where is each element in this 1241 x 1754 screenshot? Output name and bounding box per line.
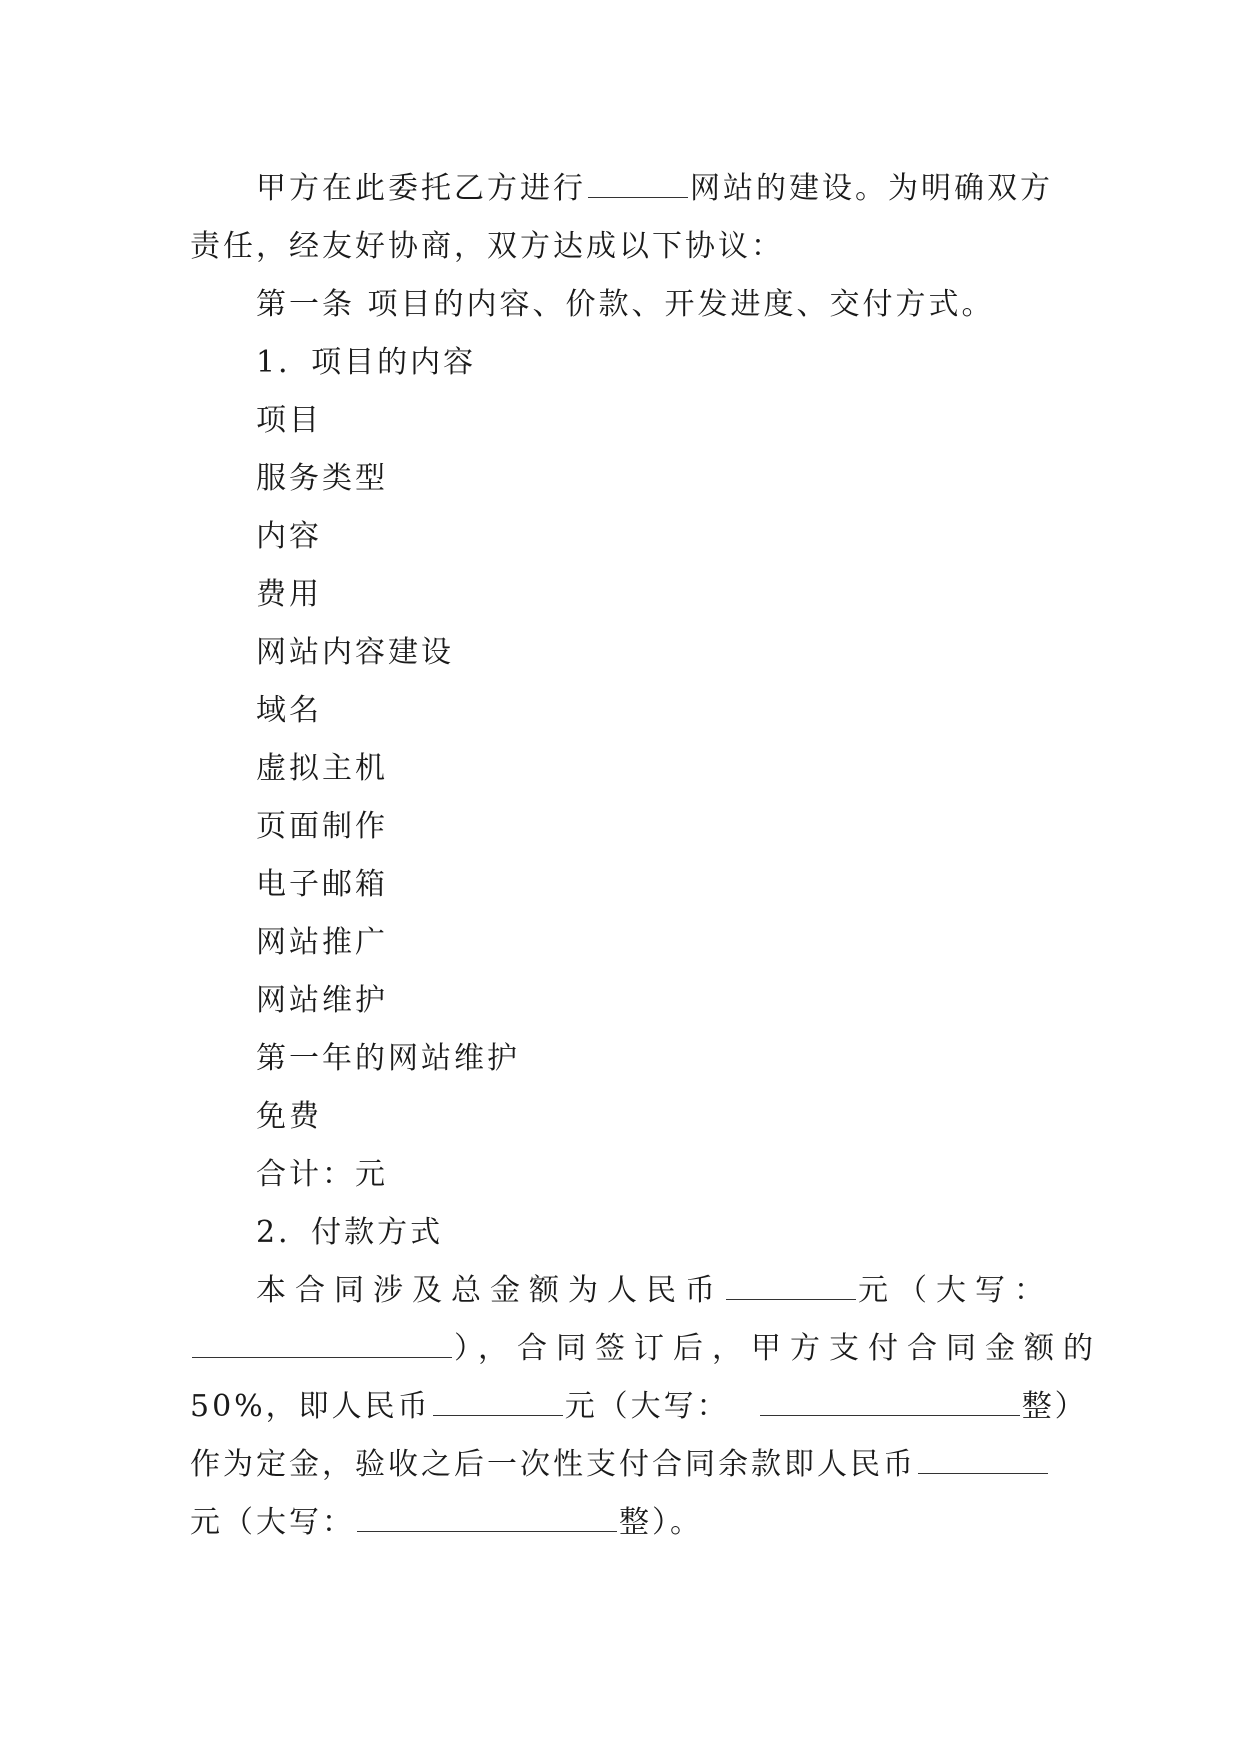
payment-line-1: [190, 1262, 1053, 1320]
deposit-amount-blank: [433, 1393, 563, 1416]
total-amount-words-blank: [192, 1335, 452, 1358]
article-1-title: 第一条 项目的内容、价款、开发进度、交付方式。: [256, 287, 995, 322]
payment-line-3: [190, 1378, 1088, 1436]
payment-text-3b: 元（大写：: [564, 1389, 730, 1424]
total-amount-blank: [726, 1277, 856, 1300]
balance-amount-blank: [918, 1451, 1048, 1474]
table-item-promotion: 网站推广: [256, 925, 388, 960]
table-item-site-content: 网站内容建设: [256, 635, 454, 670]
project-name-blank: [588, 175, 688, 198]
payment-text-1b: 元（大写：: [858, 1273, 1053, 1308]
payment-text-3a: 50%，即人民币: [190, 1389, 431, 1424]
table-item-content: 内容: [256, 519, 322, 554]
payment-line-4: [190, 1436, 1050, 1494]
table-item-domain: 域名: [256, 693, 322, 728]
payment-line-5: [190, 1494, 1050, 1552]
payment-text-5b: 整）。: [619, 1505, 703, 1540]
balance-words-blank: [357, 1509, 617, 1532]
payment-text-2: ），合同签订后，甲方支付合同金额的: [454, 1331, 1102, 1366]
intro-line-1: [190, 160, 1053, 218]
intro-text-1: 甲方在此委托乙方进行: [256, 171, 586, 206]
payment-text-5a: 元（大写：: [190, 1505, 355, 1540]
deposit-words-blank: [760, 1393, 1020, 1416]
table-item-service-type: 服务类型: [256, 461, 388, 496]
document-page: [190, 160, 1102, 1552]
table-item-first-year-maintenance: 第一年的网站维护: [256, 1041, 520, 1076]
table-item-page-design: 页面制作: [256, 809, 388, 844]
payment-line-2: [190, 1320, 1102, 1378]
intro-line-2: 责任，经友好协商，双方达成以下协议：: [190, 229, 784, 264]
payment-text-4: 作为定金，验收之后一次性支付合同余款即人民币: [190, 1447, 916, 1482]
section-2-title: 2．付款方式: [256, 1215, 444, 1250]
intro-text-2: 网站的建设。为明确双方: [690, 171, 1053, 206]
table-item-cost: 费用: [256, 577, 322, 612]
table-item-free: 免费: [256, 1099, 322, 1134]
table-item-email: 电子邮箱: [256, 867, 388, 902]
payment-text-1a: 本合同涉及总金额为人民币: [256, 1273, 724, 1308]
payment-text-3c: 整）: [1021, 1389, 1088, 1424]
table-item-maintenance: 网站维护: [256, 983, 388, 1018]
table-item-total: 合计：元: [256, 1157, 388, 1192]
table-item-virtual-host: 虚拟主机: [256, 751, 388, 786]
section-1-title: 1．项目的内容: [256, 345, 477, 380]
table-item-project: 项目: [256, 403, 322, 438]
